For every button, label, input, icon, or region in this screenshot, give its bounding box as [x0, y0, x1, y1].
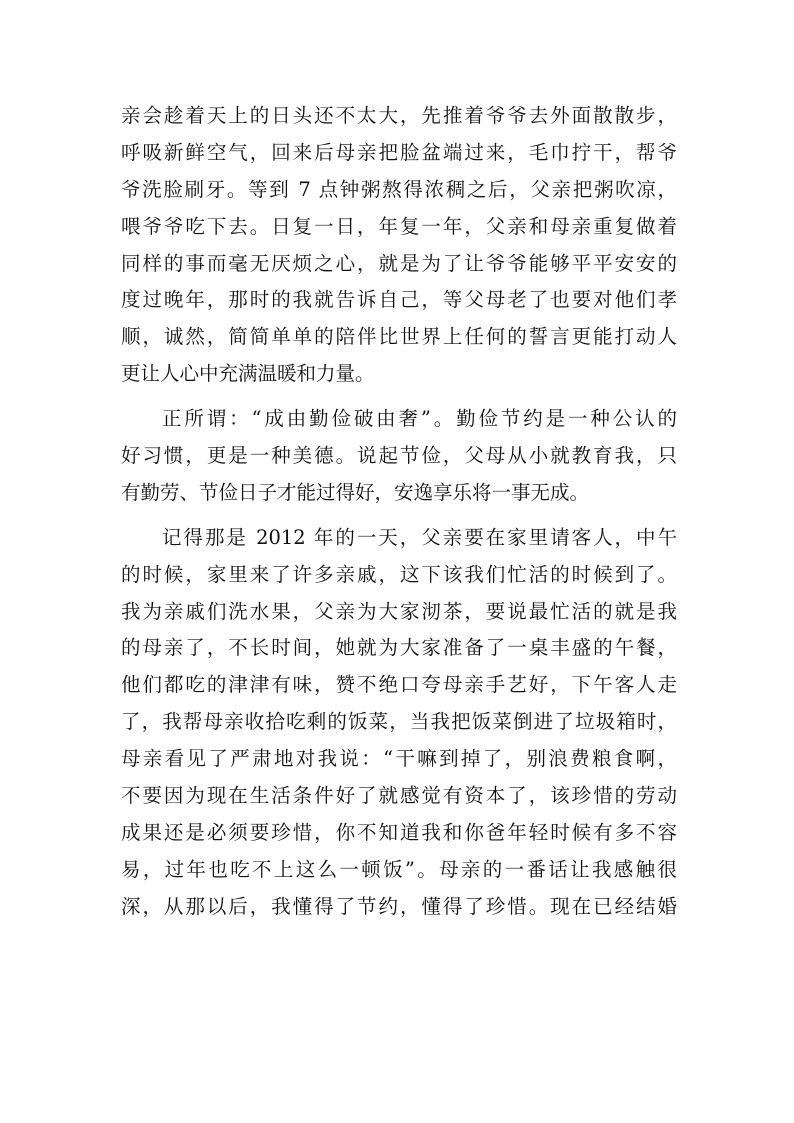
- text-line: 他们都吃的津津有味，赞不绝口夸母亲手艺好，下午客人走: [121, 673, 677, 697]
- text-line: 好习惯，更是一种美德。说起节俭，父母从小就教育我，只: [121, 444, 677, 468]
- paragraph-1: [121, 98, 677, 393]
- text-line: 正所谓：“成由勤俭破由奢”。勤俭节约是一种公认的: [162, 407, 677, 431]
- text-line: 亲会趁着天上的日头还不太大，先推着爷爷去外面散散步，: [121, 104, 677, 127]
- text-line: 度过晚年，那时的我就告诉自己，等父母老了也要对他们孝: [121, 288, 677, 312]
- text-line: 了，我帮母亲收拾吃剩的饭菜，当我把饭菜倒进了垃圾箱时，: [121, 710, 677, 734]
- paragraph-3: [121, 520, 677, 926]
- text-line: 我为亲戚们洗水果，父亲为大家沏茶，要说最忙活的就是我: [121, 599, 677, 623]
- body-text: [121, 98, 677, 934]
- text-line: 喂爷爷吃下去。日复一日，年复一年，父亲和母亲重复做着: [121, 214, 677, 238]
- text-line: 记得那是 2012 年的一天，父亲要在家里请客人，中午: [162, 525, 677, 549]
- text-line: 深，从那以后，我懂得了节约，懂得了珍惜。现在已经结婚: [121, 894, 677, 918]
- text-line: 的时候，家里来了许多亲戚，这下该我们忙活的时候到了。: [121, 562, 677, 586]
- text-line: 母亲看见了严肃地对我说：“干嘛到掉了，别浪费粮食啊，: [121, 747, 677, 771]
- text-line: 成果还是必须要珍惜，你不知道我和你爸年轻时候有多不容: [121, 820, 677, 844]
- text-line: 爷洗脸刷牙。等到 7 点钟粥熬得浓稠之后，父亲把粥吹凉，: [121, 177, 677, 201]
- text-line: 呼吸新鲜空气，回来后母亲把脸盆端过来，毛巾拧干，帮爷: [121, 140, 677, 164]
- text-line: 的母亲了，不长时间，她就为大家准备了一桌丰盛的午餐，: [121, 636, 677, 660]
- text-line: 有勤劳、节俭日子才能过得好，安逸享乐将一事无成。: [121, 480, 590, 504]
- text-line: 不要因为现在生活条件好了就感觉有资本了，该珍惜的劳动: [121, 784, 677, 808]
- paragraph-2: [121, 401, 677, 512]
- text-line: 易，过年也吃不上这么一顿饭”。母亲的一番话让我感触很: [121, 857, 677, 881]
- text-line: 同样的事而毫无厌烦之心，就是为了让爷爷能够平平安安的: [121, 251, 677, 275]
- text-line: 顺，诚然，简简单单的陪伴比世界上任何的誓言更能打动人: [121, 325, 677, 349]
- text-line: 更让人心中充满温暖和力量。: [121, 362, 375, 386]
